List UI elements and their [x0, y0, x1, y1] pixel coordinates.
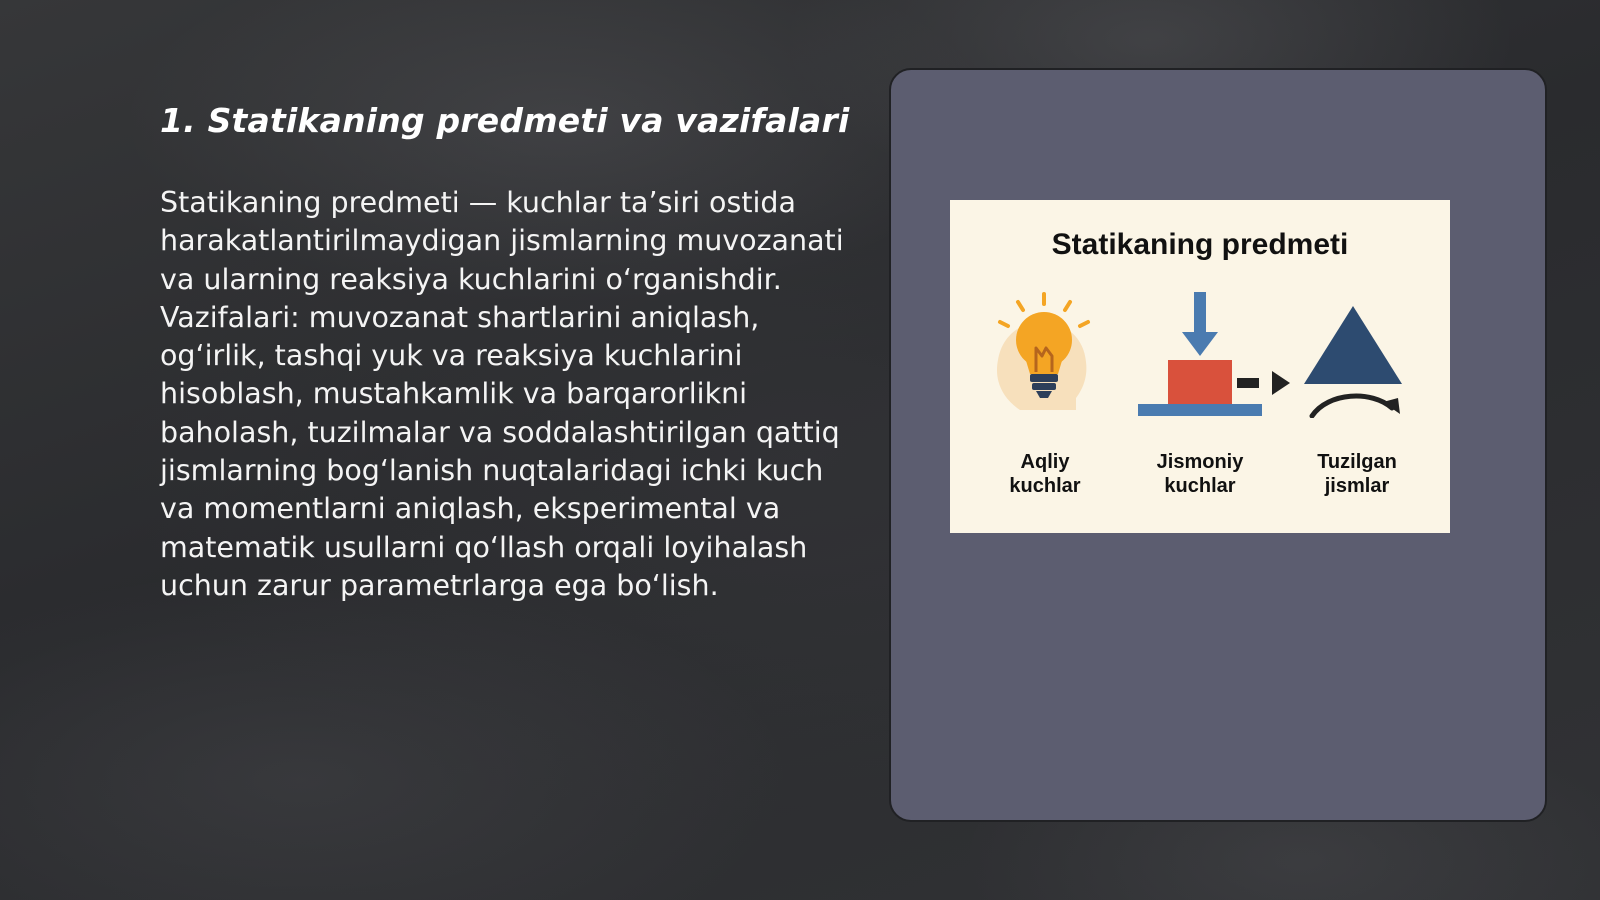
caption-line: Aqliy [1020, 451, 1070, 473]
slide-heading: 1. Statikaning predmeti va vazifalari [160, 101, 850, 140]
lightbulb-head-icon [980, 288, 1110, 418]
caption-jismoniy-kuchlar [1125, 450, 1275, 498]
caption-tuzilgan-jismlar [1282, 450, 1432, 498]
caption-line: jismlar [1324, 475, 1390, 497]
triangle-structure-icon [1288, 288, 1418, 418]
force-on-block-icon [1135, 288, 1265, 418]
caption-line: kuchlar [1164, 475, 1236, 497]
illustration-title: Statikaning predmeti [1051, 228, 1349, 261]
caption-line: Jismoniy [1156, 451, 1244, 473]
illustration-card [950, 200, 1450, 533]
caption-aqliy-kuchlar [970, 450, 1120, 498]
slide-body-text: Statikaning predmeti — kuchlar ta’siri ostida harakatlantirilmaydigan jismlarning muvozanati va ularning reaksiya kuchlarini o‘rganishdir. Vazifalari: muvozanat shartlarini aniqlash, og‘irlik, tashqi yuk va reaksiya kuchlarini hisoblash, mustahkamlik va barqarorlikni baholash, tuzilmalar va soddalashtirilgan qattiq jismlarning bog‘lanish nuqtalaridagi ichki kuch va momentlarni aniqlash, eksperimental va matematik usullarni qo‘llash orqali loyihalash uchun zarur parametrlarga ega bo‘lish. [160, 186, 844, 602]
caption-line: Tuzilgan [1317, 451, 1397, 473]
caption-line: kuchlar [1009, 475, 1081, 497]
